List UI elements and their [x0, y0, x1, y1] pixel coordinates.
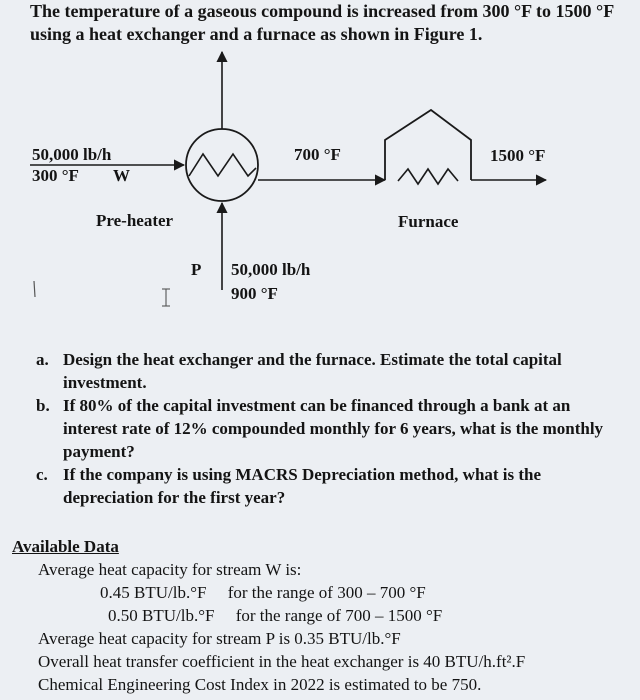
question-line: Design the heat exchanger and the furnace. Estimate the total capital — [63, 350, 562, 369]
stream-p-flow-label: 50,000 lb/h — [231, 260, 311, 279]
available-data-heading: Available Data — [12, 537, 119, 556]
question-line: interest rate of 12% compounded monthly for 6 years, what is the monthly — [63, 419, 604, 438]
process-flow-diagram — [0, 0, 640, 340]
question-c — [36, 463, 640, 509]
stream-w-name-label: W — [113, 166, 130, 185]
question-line: payment? — [63, 442, 135, 461]
question-line: If the company is using MACRS Depreciation method, what is the — [63, 465, 542, 484]
data-line: Chemical Engineering Cost Index in 2022 is estimated to be 750. — [38, 675, 482, 694]
furnace-label: Furnace — [398, 212, 459, 231]
question-line: If 80% of the capital investment can be financed through a bank at an — [63, 396, 571, 415]
stray-mark-left — [34, 281, 35, 297]
question-line: depreciation for the first year? — [63, 488, 286, 507]
outlet-temp-label: 1500 °F — [490, 146, 546, 165]
question-marker: c. — [36, 465, 48, 484]
stream-p-name-label: P — [191, 260, 202, 279]
intermediate-temp-label: 700 °F — [294, 145, 341, 164]
intro-line-1: The temperature of a gaseous compound is increased from 300 °F to 1500 °F — [30, 1, 615, 21]
data-line: Overall heat transfer coefficient in the heat exchanger is 40 BTU/h.ft².F — [38, 652, 526, 671]
question-b — [36, 394, 640, 463]
question-list — [36, 348, 640, 509]
data-line: 0.50 BTU/lb.°F for the range of 700 – 1500 °F — [108, 606, 443, 625]
furnace-coil — [398, 169, 458, 184]
data-line: Average heat capacity for stream W is: — [38, 560, 302, 579]
question-a — [36, 348, 640, 394]
data-line: Average heat capacity for stream P is 0.35 BTU/lb.°F — [38, 629, 401, 648]
stream-p-temp-label: 900 °F — [231, 284, 278, 303]
preheater-coil — [189, 154, 256, 176]
preheater-label: Pre-heater — [96, 211, 174, 230]
available-data-section — [12, 535, 638, 696]
stream-w-temp-label: 300 °F — [32, 166, 79, 185]
data-line: 0.45 BTU/lb.°F for the range of 300 – 700 °F — [100, 583, 426, 602]
text-cursor-mark — [162, 289, 170, 306]
intro-line-2: using a heat exchanger and a furnace as shown in Figure 1. — [30, 24, 483, 44]
question-marker: a. — [36, 350, 49, 369]
stream-w-flow-label: 50,000 lb/h — [32, 145, 112, 164]
question-line: investment. — [63, 373, 147, 392]
question-marker: b. — [36, 396, 50, 415]
